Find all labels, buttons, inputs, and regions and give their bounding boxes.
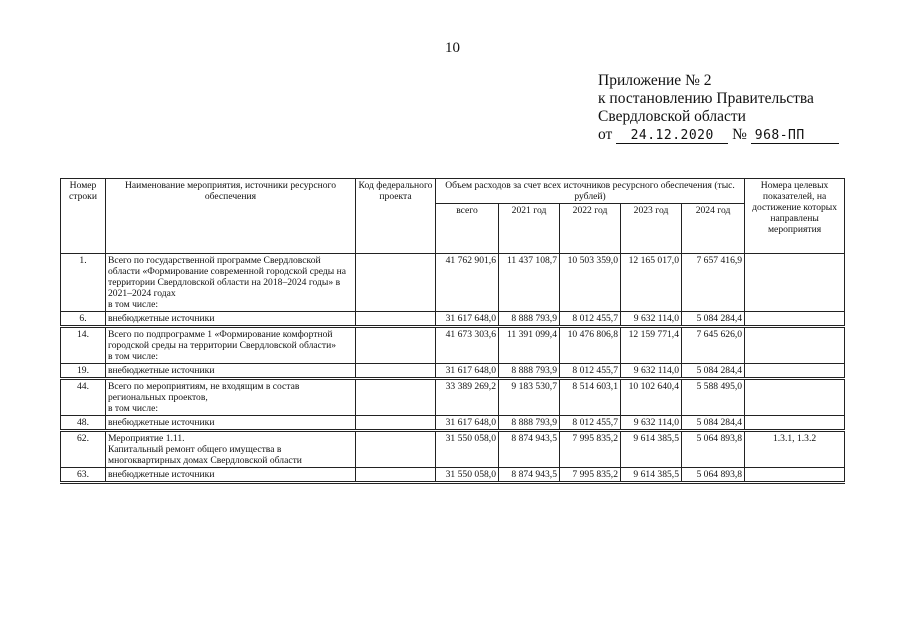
row-code xyxy=(356,468,436,483)
row-total: 31 617 648,0 xyxy=(436,364,499,379)
number-label: № xyxy=(732,126,747,143)
row-code xyxy=(356,416,436,431)
row-2021: 8 888 793,9 xyxy=(499,416,560,431)
header-name: Наименование мероприятия, источники ресурсного обеспечения xyxy=(106,179,356,254)
row-targets xyxy=(745,312,845,327)
expenses-table xyxy=(60,178,845,484)
row-2023: 12 165 017,0 xyxy=(621,254,682,312)
header-targets: Номера целевых показателей, на достижение которых направлены мероприятия xyxy=(745,179,845,254)
row-2022: 10 476 806,8 xyxy=(560,327,621,364)
appendix-date-line xyxy=(598,126,839,144)
appendix-line-3: Свердловской области xyxy=(598,108,746,125)
decree-number: 968-ПП xyxy=(751,128,839,144)
appendix-title: Приложение № 2 xyxy=(598,72,712,89)
row-targets xyxy=(745,416,845,431)
row-number: 14. xyxy=(61,327,106,364)
row-2023: 9 632 114,0 xyxy=(621,416,682,431)
row-targets xyxy=(745,364,845,379)
row-name: Всего по государственной программе Свердловской области «Формирование современной городской среды на территории Свердловской области на 2018–2024 годы» в 2021–2024 годах в том числе: xyxy=(106,254,356,312)
row-2024: 5 064 893,8 xyxy=(682,431,745,468)
row-name: Всего по мероприятиям, не входящим в состав региональных проектов, в том числе: xyxy=(106,379,356,416)
row-2024: 5 084 284,4 xyxy=(682,416,745,431)
row-total: 31 550 058,0 xyxy=(436,468,499,483)
row-targets xyxy=(745,379,845,416)
header-2021: 2021 год xyxy=(499,204,560,254)
row-number: 1. xyxy=(61,254,106,312)
row-2023: 9 614 385,5 xyxy=(621,431,682,468)
row-total: 31 550 058,0 xyxy=(436,431,499,468)
row-number: 62. xyxy=(61,431,106,468)
row-name: внебюджетные источники xyxy=(106,468,356,483)
row-2021: 8 874 943,5 xyxy=(499,431,560,468)
decree-date: 24.12.2020 xyxy=(616,128,728,144)
row-2024: 5 084 284,4 xyxy=(682,312,745,327)
row-2022: 7 995 835,2 xyxy=(560,468,621,483)
row-code xyxy=(356,327,436,364)
table-row xyxy=(61,327,845,364)
row-code xyxy=(356,431,436,468)
row-number: 19. xyxy=(61,364,106,379)
row-name: внебюджетные источники xyxy=(106,364,356,379)
row-targets xyxy=(745,327,845,364)
table-row xyxy=(61,254,845,312)
row-name: Мероприятие 1.11. Капитальный ремонт общего имущества в многоквартирных домах Свердловской области xyxy=(106,431,356,468)
table-row xyxy=(61,468,845,483)
row-2022: 8 012 455,7 xyxy=(560,364,621,379)
row-2024: 7 657 416,9 xyxy=(682,254,745,312)
row-2023: 9 632 114,0 xyxy=(621,364,682,379)
row-2022: 8 012 455,7 xyxy=(560,312,621,327)
row-number: 48. xyxy=(61,416,106,431)
row-2022: 10 503 359,0 xyxy=(560,254,621,312)
table-row xyxy=(61,416,845,431)
row-2021: 9 183 530,7 xyxy=(499,379,560,416)
row-number: 63. xyxy=(61,468,106,483)
table-row xyxy=(61,431,845,468)
row-name: внебюджетные источники xyxy=(106,416,356,431)
header-code: Код федерального проекта xyxy=(356,179,436,254)
table-row xyxy=(61,364,845,379)
row-number: 44. xyxy=(61,379,106,416)
row-2021: 11 437 108,7 xyxy=(499,254,560,312)
row-total: 31 617 648,0 xyxy=(436,312,499,327)
row-2024: 5 588 495,0 xyxy=(682,379,745,416)
header-2023: 2023 год xyxy=(621,204,682,254)
appendix-header xyxy=(598,72,839,144)
row-targets xyxy=(745,254,845,312)
row-2021: 8 874 943,5 xyxy=(499,468,560,483)
row-2023: 9 614 385,5 xyxy=(621,468,682,483)
appendix-line-2: к постановлению Правительства xyxy=(598,90,814,107)
row-total: 31 617 648,0 xyxy=(436,416,499,431)
page-number: 10 xyxy=(445,40,460,56)
row-2022: 8 012 455,7 xyxy=(560,416,621,431)
table-body xyxy=(61,254,845,483)
row-2024: 5 084 284,4 xyxy=(682,364,745,379)
row-2023: 10 102 640,4 xyxy=(621,379,682,416)
row-code xyxy=(356,364,436,379)
row-number: 6. xyxy=(61,312,106,327)
row-2021: 8 888 793,9 xyxy=(499,364,560,379)
header-row-num: Номер строки xyxy=(61,179,106,254)
header-expenses: Объем расходов за счет всех источников ресурсного обеспечения (тыс. рублей) xyxy=(436,179,745,204)
row-name: внебюджетные источники xyxy=(106,312,356,327)
row-2024: 7 645 626,0 xyxy=(682,327,745,364)
row-2023: 9 632 114,0 xyxy=(621,312,682,327)
row-2021: 8 888 793,9 xyxy=(499,312,560,327)
row-total: 33 389 269,2 xyxy=(436,379,499,416)
header-2024: 2024 год xyxy=(682,204,745,254)
from-label: от xyxy=(598,126,613,143)
row-code xyxy=(356,254,436,312)
table-row xyxy=(61,312,845,327)
header-total: всего xyxy=(436,204,499,254)
row-2022: 8 514 603,1 xyxy=(560,379,621,416)
row-2021: 11 391 099,4 xyxy=(499,327,560,364)
row-total: 41 673 303,6 xyxy=(436,327,499,364)
header-2022: 2022 год xyxy=(560,204,621,254)
row-2024: 5 064 893,8 xyxy=(682,468,745,483)
row-code xyxy=(356,312,436,327)
table-row xyxy=(61,379,845,416)
row-name: Всего по подпрограмме 1 «Формирование комфортной городской среды на территории Свердловской области» в том числе: xyxy=(106,327,356,364)
row-total: 41 762 901,6 xyxy=(436,254,499,312)
row-code xyxy=(356,379,436,416)
row-targets xyxy=(745,468,845,483)
row-targets: 1.3.1, 1.3.2 xyxy=(745,431,845,468)
row-2023: 12 159 771,4 xyxy=(621,327,682,364)
row-2022: 7 995 835,2 xyxy=(560,431,621,468)
